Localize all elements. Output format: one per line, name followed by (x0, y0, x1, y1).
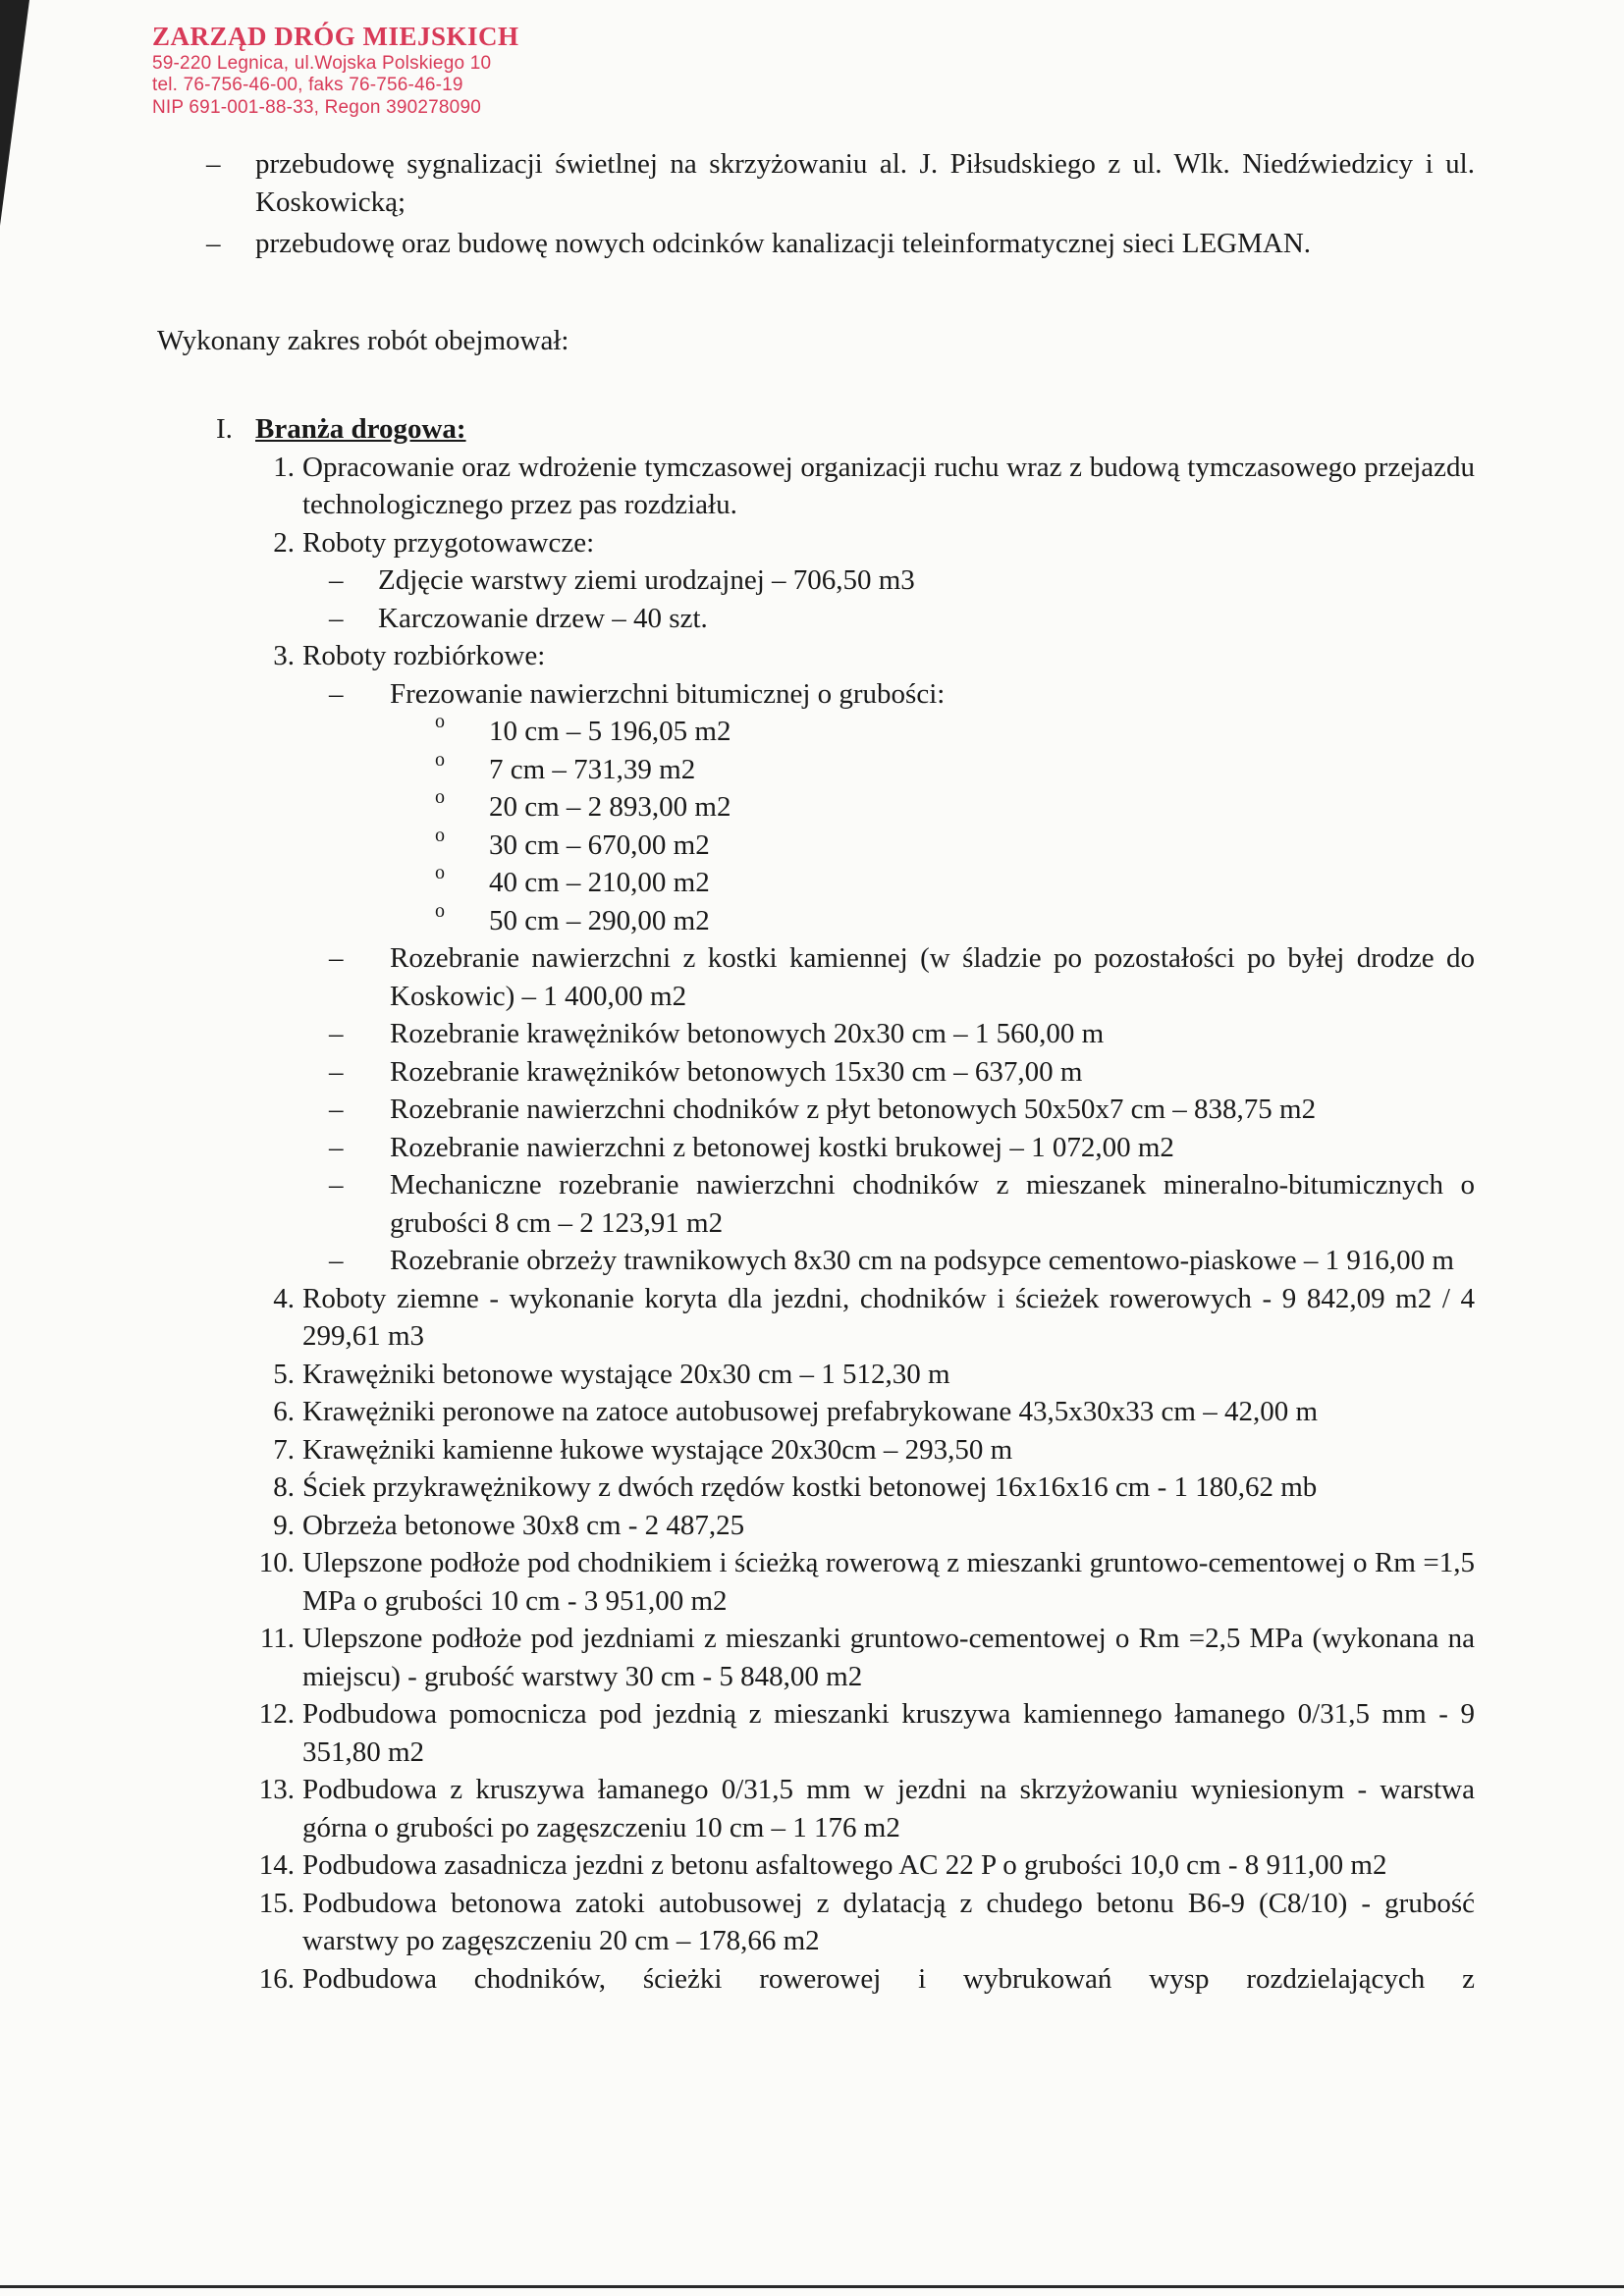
sub-item-text: Rozebranie krawężników betonowych 15x30 cm – 637,00 m (390, 1055, 1083, 1088)
item-text: Krawężniki peronowe na zatoce autobusowej prefabrykowane 43,5x30x33 cm – 42,00 m (302, 1396, 1319, 1427)
item-number: 16. (258, 1962, 295, 1995)
sub-sub-item (157, 713, 1475, 751)
item-text: Ulepszone podłoże pod jezdniami z mieszanki gruntowo-cementowej o Rm =2,5 MPa (wykonana na miejscu) - grubość warstwy 30 cm - 5 848,00 m2 (302, 1623, 1475, 1692)
sub-item-text: Mechaniczne rozebranie nawierzchni chodników z mieszanek mineralno-bitumicznych o grubości 8 cm – 2 123,91 m2 (390, 1169, 1475, 1239)
item-text: Roboty ziemne - wykonanie koryta dla jezdni, chodników i ścieżek rowerowych - 9 842,09 m2 / 4 299,61 m3 (302, 1282, 1475, 1352)
section-title: Branża drogowa: (255, 413, 466, 445)
scope-heading: Wykonany zakres robót obejmował: (157, 324, 569, 356)
sub-item (157, 1053, 1475, 1092)
item-text: Roboty przygotowawcze: (302, 526, 595, 559)
sub-item (157, 561, 1475, 600)
item-text: Podbudowa zasadnicza jezdni z betonu asfaltowego AC 22 P o grubości 10,0 cm - 8 911,00 m2 (302, 1849, 1387, 1881)
sub-item (157, 1166, 1475, 1242)
dash-bullet: – (206, 228, 221, 259)
degree-bullet: o (435, 862, 445, 883)
list-item (157, 1280, 1475, 1356)
sub-sub-item-text: 40 cm – 210,00 m2 (489, 867, 710, 898)
sub-sub-item-text: 20 cm – 2 893,00 m2 (489, 791, 731, 823)
list-item (157, 1695, 1475, 1771)
intro-item (157, 145, 1475, 221)
item-number: 4. (273, 1282, 295, 1314)
sub-item (157, 1091, 1475, 1129)
item-number: 9. (273, 1509, 295, 1541)
item-text: Krawężniki kamienne łukowe wystające 20x30cm – 293,50 m (302, 1433, 1013, 1466)
list-item (157, 1507, 1475, 1545)
item-text: Podbudowa chodników, ścieżki rowerowej i wybrukowań wysp rozdzielających z (302, 1962, 1475, 1995)
item-number: 13. (258, 1774, 295, 1805)
list-item (157, 1356, 1475, 1394)
dash-bullet: – (329, 942, 344, 974)
list-item (157, 1846, 1475, 1885)
intro-item-text: przebudowę oraz budowę nowych odcinków kanalizacji teleinformatycznej sieci LEGMAN. (255, 228, 1312, 259)
stamp-phone: tel. 76-756-46-00, faks 76-756-46-19 (152, 75, 463, 96)
sub-item-text: Karczowanie drzew – 40 szt. (378, 602, 708, 634)
section-heading (157, 410, 1475, 449)
item-number: 2. (273, 526, 295, 559)
item-number: 3. (273, 640, 295, 671)
list-item (157, 1620, 1475, 1695)
item-text: Ściek przykrawężnikowy z dwóch rzędów kostki betonowej 16x16x16 cm - 1 180,62 mb (302, 1471, 1318, 1503)
list-item (157, 1771, 1475, 1846)
sub-sub-item (157, 899, 1475, 940)
sub-sub-item-text: 7 cm – 731,39 m2 (489, 753, 696, 785)
list-item (157, 1960, 1475, 1999)
item-number: 5. (273, 1358, 295, 1390)
dash-bullet: – (329, 1169, 344, 1201)
company-stamp (152, 22, 519, 119)
sub-item (157, 600, 1475, 638)
intro-item-text: przebudowę sygnalizacji świetlnej na skrzyżowaniu al. J. Piłsudskiego z ul. Wlk. Niedźwiedzicy i ul. Koskowicką; (255, 148, 1475, 218)
item-number: 8. (273, 1471, 295, 1503)
sub-sub-item (157, 788, 1475, 827)
dash-bullet: – (329, 564, 344, 596)
item-text: Podbudowa betonowa zatoki autobusowej z dylatacją z chudego betonu B6-9 (C8/10) - grubość warstwy po zagęszczeniu 20 cm – 178,66 m2 (302, 1887, 1475, 1956)
degree-bullet: o (435, 711, 445, 732)
sub-sub-item (157, 824, 1475, 865)
item-text: Roboty rozbiórkowe: (302, 640, 546, 671)
sub-sub-item (157, 864, 1475, 902)
dash-bullet: – (206, 148, 221, 180)
scan-edge-line (0, 2285, 1624, 2288)
section-number: I. (216, 413, 233, 445)
degree-bullet: o (435, 824, 445, 846)
item-number: 14. (258, 1849, 295, 1881)
sub-item-text: Rozebranie nawierzchni chodników z płyt betonowych 50x50x7 cm – 838,75 m2 (390, 1094, 1317, 1125)
dash-bullet: – (329, 1131, 344, 1163)
item-number: 10. (258, 1547, 295, 1578)
sub-sub-item-text: 50 cm – 290,00 m2 (489, 904, 710, 936)
list-item (157, 1544, 1475, 1620)
degree-bullet: o (435, 899, 445, 922)
item-number: 11. (259, 1623, 295, 1654)
list-item (157, 1431, 1475, 1469)
item-number: 1. (273, 451, 295, 483)
sub-item-text: Frezowanie nawierzchni bitumicznej o grubości: (390, 677, 946, 710)
stamp-address: 59-220 Legnica, ul.Wojska Polskiego 10 (152, 52, 492, 74)
dash-bullet: – (329, 1055, 344, 1088)
sub-item-text: Zdjęcie warstwy ziemi urodzajnej – 706,50 m3 (378, 564, 915, 596)
sub-item-text: Rozebranie nawierzchni z betonowej kostki brukowej – 1 072,00 m2 (390, 1131, 1174, 1163)
item-number: 12. (258, 1698, 295, 1730)
list-item (157, 524, 1475, 562)
list-item (157, 637, 1475, 675)
dash-bullet: – (329, 1245, 344, 1276)
item-text: Opracowanie oraz wdrożenie tymczasowej organizacji ruchu wraz z budową tymczasowego przejazdu technologicznego przez pas rozdziału. (302, 451, 1475, 520)
item-text: Obrzeża betonowe 30x8 cm - 2 487,25 (302, 1509, 745, 1541)
list-item (157, 1885, 1475, 1960)
sub-sub-item (157, 748, 1475, 789)
item-text: Krawężniki betonowe wystające 20x30 cm – 1 512,30 m (302, 1358, 950, 1390)
dash-bullet: – (329, 1018, 344, 1049)
sub-item (157, 939, 1475, 1015)
sub-item-text: Rozebranie nawierzchni z kostki kamiennej (w śladzie po pozostałości po byłej drodze do Koskowic) – 1 400,00 m2 (390, 942, 1475, 1012)
list-item (157, 449, 1475, 524)
sub-sub-item-text: 30 cm – 670,00 m2 (489, 828, 710, 861)
list-item (157, 1393, 1475, 1431)
sub-sub-item-text: 10 cm – 5 196,05 m2 (489, 716, 731, 747)
item-text: Podbudowa z kruszywa łamanego 0/31,5 mm w jezdni na skrzyżowaniu wyniesionym - warstwa górna o grubości po zagęszczeniu 10 cm – 1 176 m2 (302, 1774, 1475, 1843)
degree-bullet: o (435, 786, 445, 808)
dash-bullet: – (329, 1094, 344, 1125)
item-number: 7. (273, 1433, 295, 1466)
dash-bullet: – (329, 602, 344, 634)
item-text: Podbudowa pomocnicza pod jezdnią z mieszanki kruszywa kamiennego łamanego 0/31,5 mm - 9 351,80 m2 (302, 1698, 1475, 1768)
list-item (157, 1468, 1475, 1507)
item-text: Ulepszone podłoże pod chodnikiem i ścieżką rowerową z mieszanki gruntowo-cementowej o Rm =1,5 MPa o grubości 10 cm - 3 951,00 m2 (302, 1547, 1475, 1617)
stamp-title: ZARZĄD DRÓG MIEJSKICH (152, 22, 519, 51)
sub-item-text: Rozebranie krawężników betonowych 20x30 cm – 1 560,00 m (390, 1018, 1105, 1049)
degree-bullet: o (435, 748, 445, 771)
sub-item (157, 675, 1475, 714)
document-body (157, 145, 1475, 1998)
intro-item (157, 225, 1475, 263)
sub-item (157, 1242, 1475, 1280)
scan-corner-mark (0, 0, 29, 226)
sub-item (157, 1015, 1475, 1053)
sub-item (157, 1129, 1475, 1167)
item-number: 6. (273, 1396, 295, 1427)
stamp-ids: NIP 691-001-88-33, Regon 390278090 (152, 96, 481, 118)
dash-bullet: – (329, 677, 344, 710)
item-number: 15. (258, 1887, 295, 1919)
sub-item-text: Rozebranie obrzeży trawnikowych 8x30 cm na podsypce cementowo-piaskowe – 1 916,00 m (390, 1245, 1454, 1276)
